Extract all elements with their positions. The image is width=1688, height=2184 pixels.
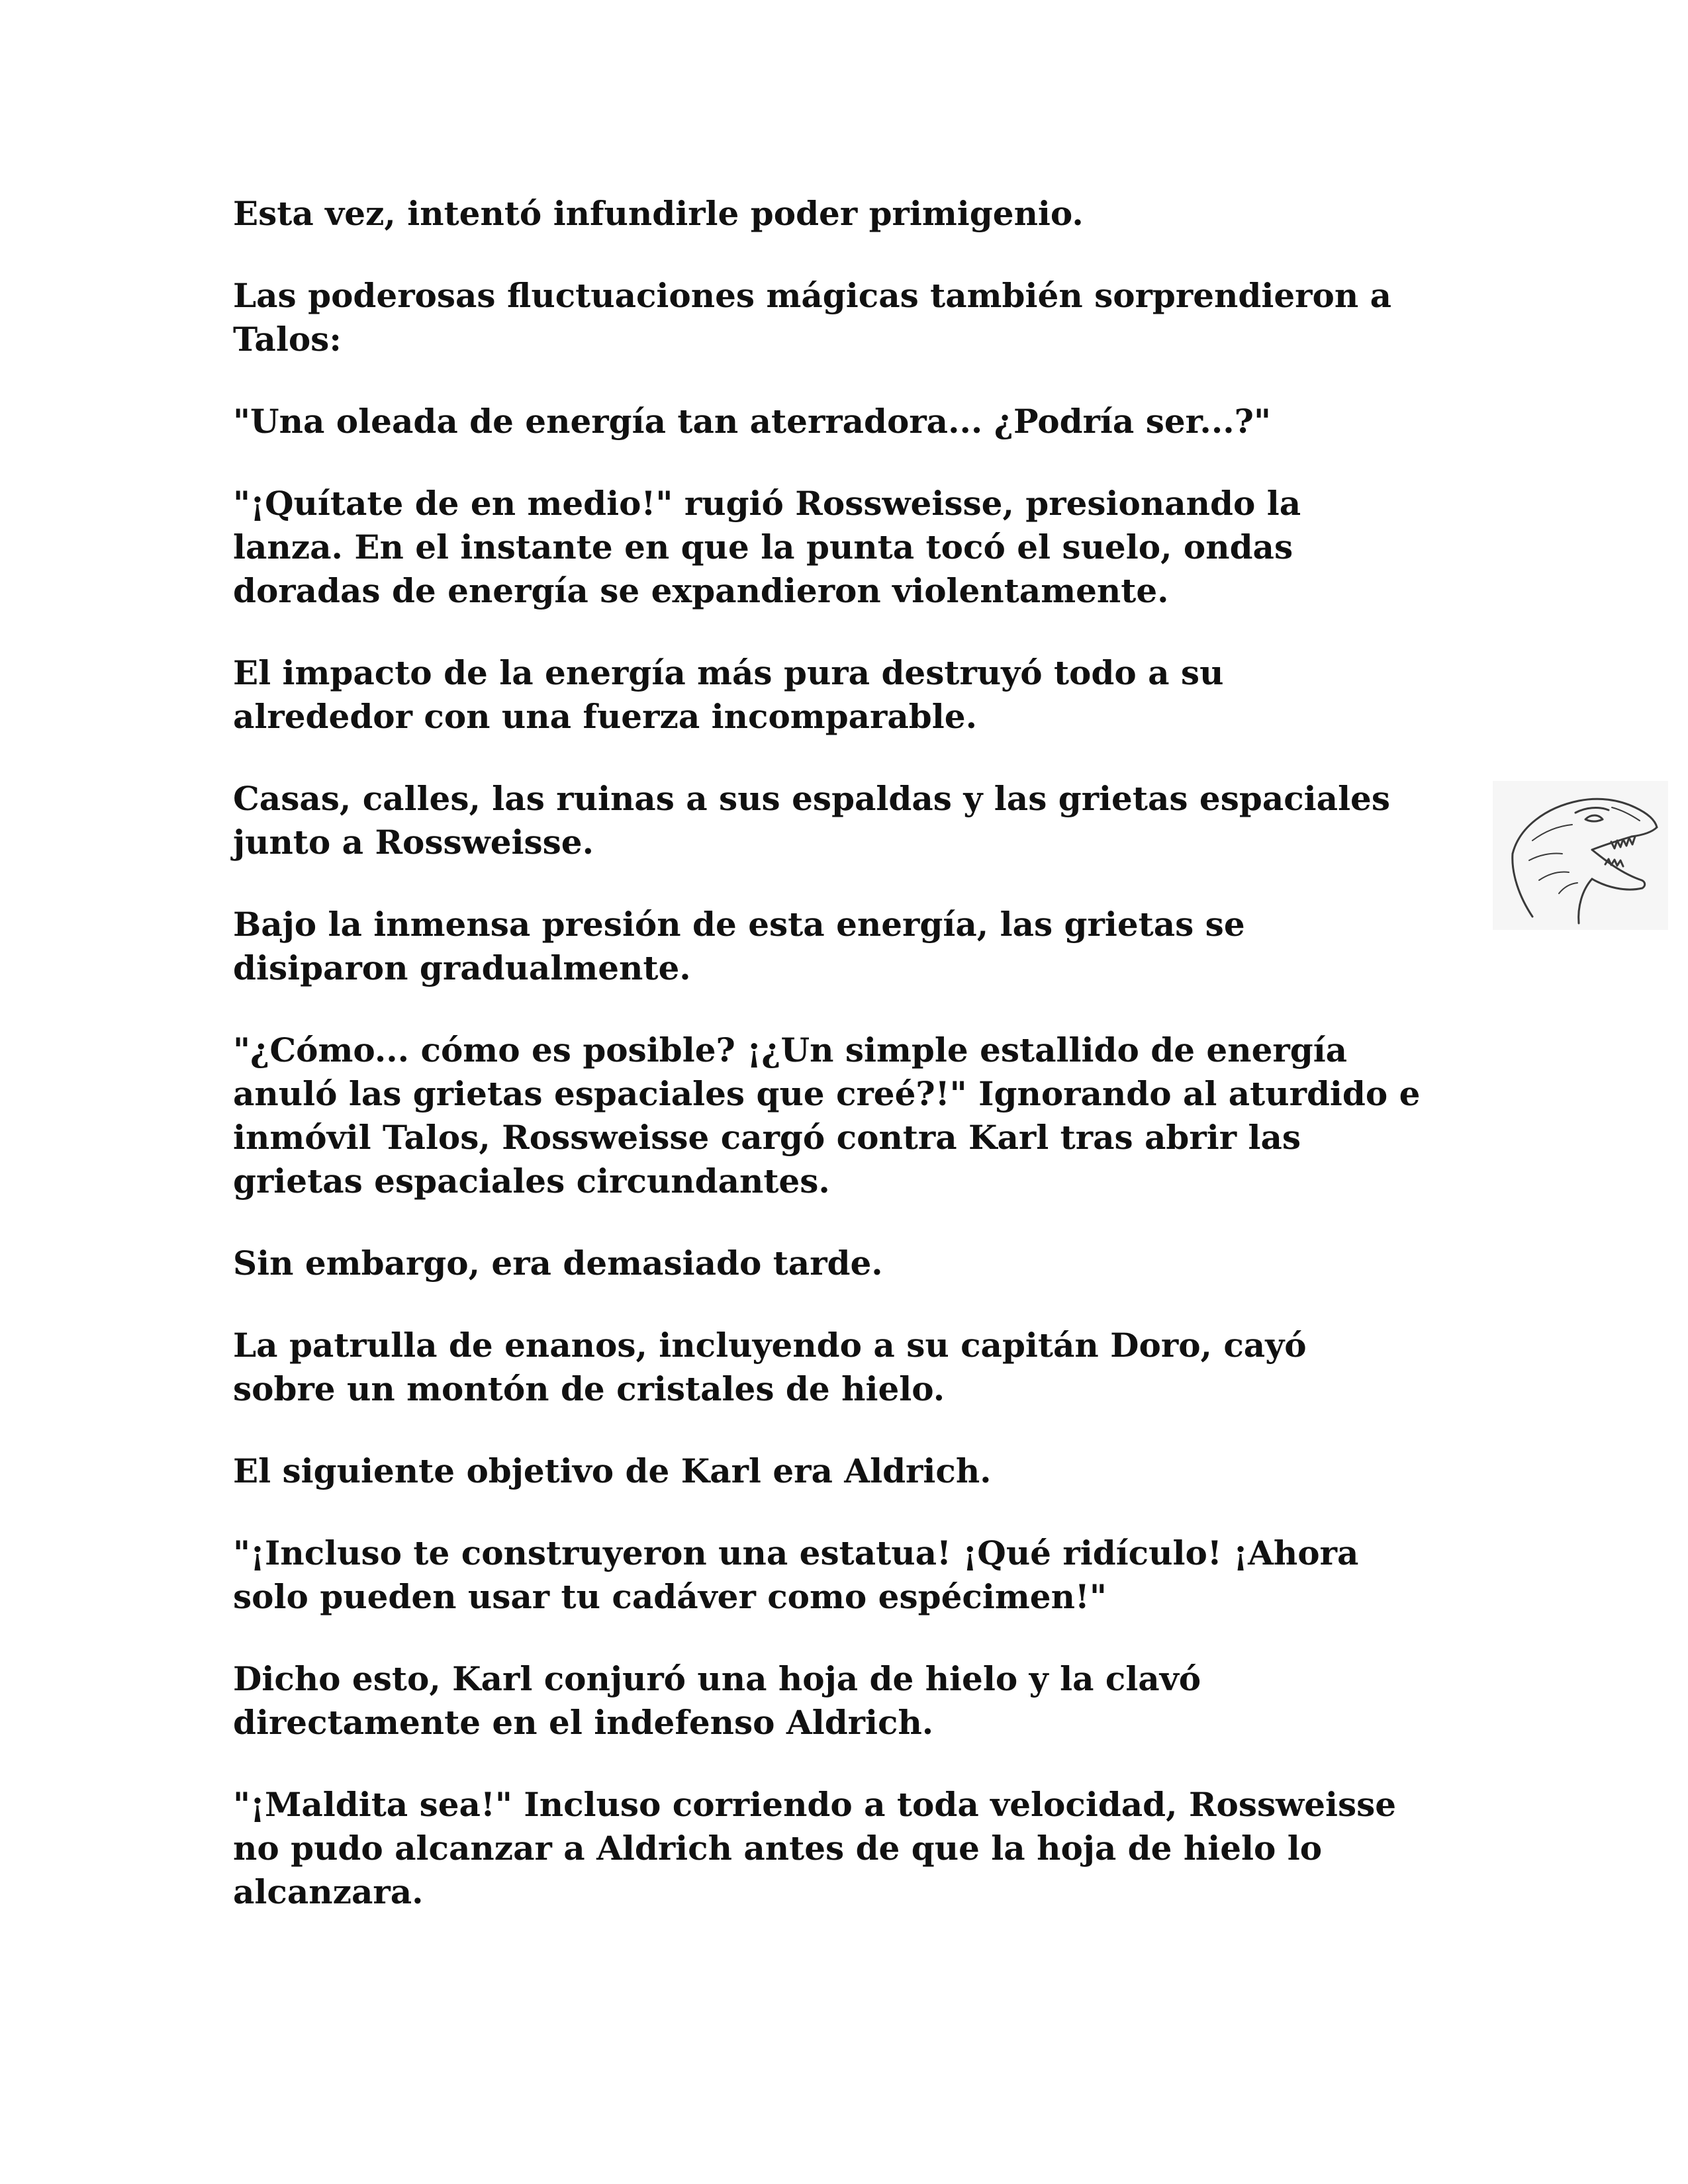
text-line: grietas espaciales circundantes. <box>233 1161 830 1201</box>
text-line: Las poderosas fluctuaciones mágicas también sorprendieron a <box>233 276 1391 315</box>
paragraph-14 <box>233 1783 1464 1914</box>
text-line: alcanzara. <box>233 1872 424 1911</box>
text-line: junto a Rossweisse. <box>233 823 594 862</box>
text-line: Dicho esto, Karl conjuró una hoja de hielo y la clavó <box>233 1659 1201 1698</box>
text-line: Talos: <box>233 320 342 359</box>
text-line: "¡Maldita sea!" Incluso corriendo a toda velocidad, Rossweisse <box>233 1785 1397 1824</box>
paragraph-3 <box>233 400 1464 443</box>
text-line: El impacto de la energía más pura destruyó todo a su <box>233 653 1224 692</box>
text-line: lanza. En el instante en que la punta tocó el suelo, ondas <box>233 527 1293 567</box>
dinosaur-head-sketch-icon <box>1493 781 1668 930</box>
text-line: La patrulla de enanos, incluyendo a su capitán Doro, cayó <box>233 1326 1307 1365</box>
text-line: solo pueden usar tu cadáver como espécimen!" <box>233 1577 1107 1616</box>
text-line: "¡Incluso te construyeron una estatua! ¡Qué ridículo! ¡Ahora <box>233 1533 1359 1572</box>
text-line: directamente en el indefenso Aldrich. <box>233 1703 934 1742</box>
text-line: El siguiente objetivo de Karl era Aldrich. <box>233 1451 992 1490</box>
text-line: anuló las grietas espaciales que creé?!" Ignorando al aturdido e <box>233 1074 1421 1113</box>
paragraph-13 <box>233 1657 1464 1745</box>
text-line: alrededor con una fuerza incomparable. <box>233 697 977 736</box>
text-line: "Una oleada de energía tan aterradora... ¿Podría ser...?" <box>233 402 1271 441</box>
paragraph-12 <box>233 1531 1464 1619</box>
text-line: Bajo la inmensa presión de esta energía, las grietas se <box>233 905 1245 944</box>
paragraph-11 <box>233 1449 1464 1493</box>
text-line: doradas de energía se expandieron violentamente. <box>233 571 1169 610</box>
paragraph-7 <box>233 903 1464 990</box>
paragraph-9 <box>233 1242 1464 1285</box>
paragraph-4 <box>233 482 1464 613</box>
paragraph-2 <box>233 274 1464 361</box>
paragraph-8 <box>233 1028 1464 1203</box>
story-text <box>233 192 1464 1952</box>
paragraph-1 <box>233 192 1464 236</box>
paragraph-6 <box>233 777 1464 864</box>
paragraph-10 <box>233 1324 1464 1411</box>
text-line: no pudo alcanzar a Aldrich antes de que la hoja de hielo lo <box>233 1829 1323 1868</box>
text-line: inmóvil Talos, Rossweisse cargó contra Karl tras abrir las <box>233 1118 1301 1157</box>
text-line: "¡Quítate de en medio!" rugió Rossweisse, presionando la <box>233 484 1301 523</box>
text-line: Sin embargo, era demasiado tarde. <box>233 1244 883 1283</box>
text-line: Casas, calles, las ruinas a sus espaldas y las grietas espaciales <box>233 779 1391 818</box>
text-line: disiparon gradualmente. <box>233 948 691 987</box>
text-line: "¿Cómo... cómo es posible? ¡¿Un simple estallido de energía <box>233 1030 1348 1069</box>
paragraph-5 <box>233 651 1464 739</box>
text-line: sobre un montón de cristales de hielo. <box>233 1369 945 1408</box>
text-line: Esta vez, intentó infundirle poder primigenio. <box>233 194 1084 233</box>
